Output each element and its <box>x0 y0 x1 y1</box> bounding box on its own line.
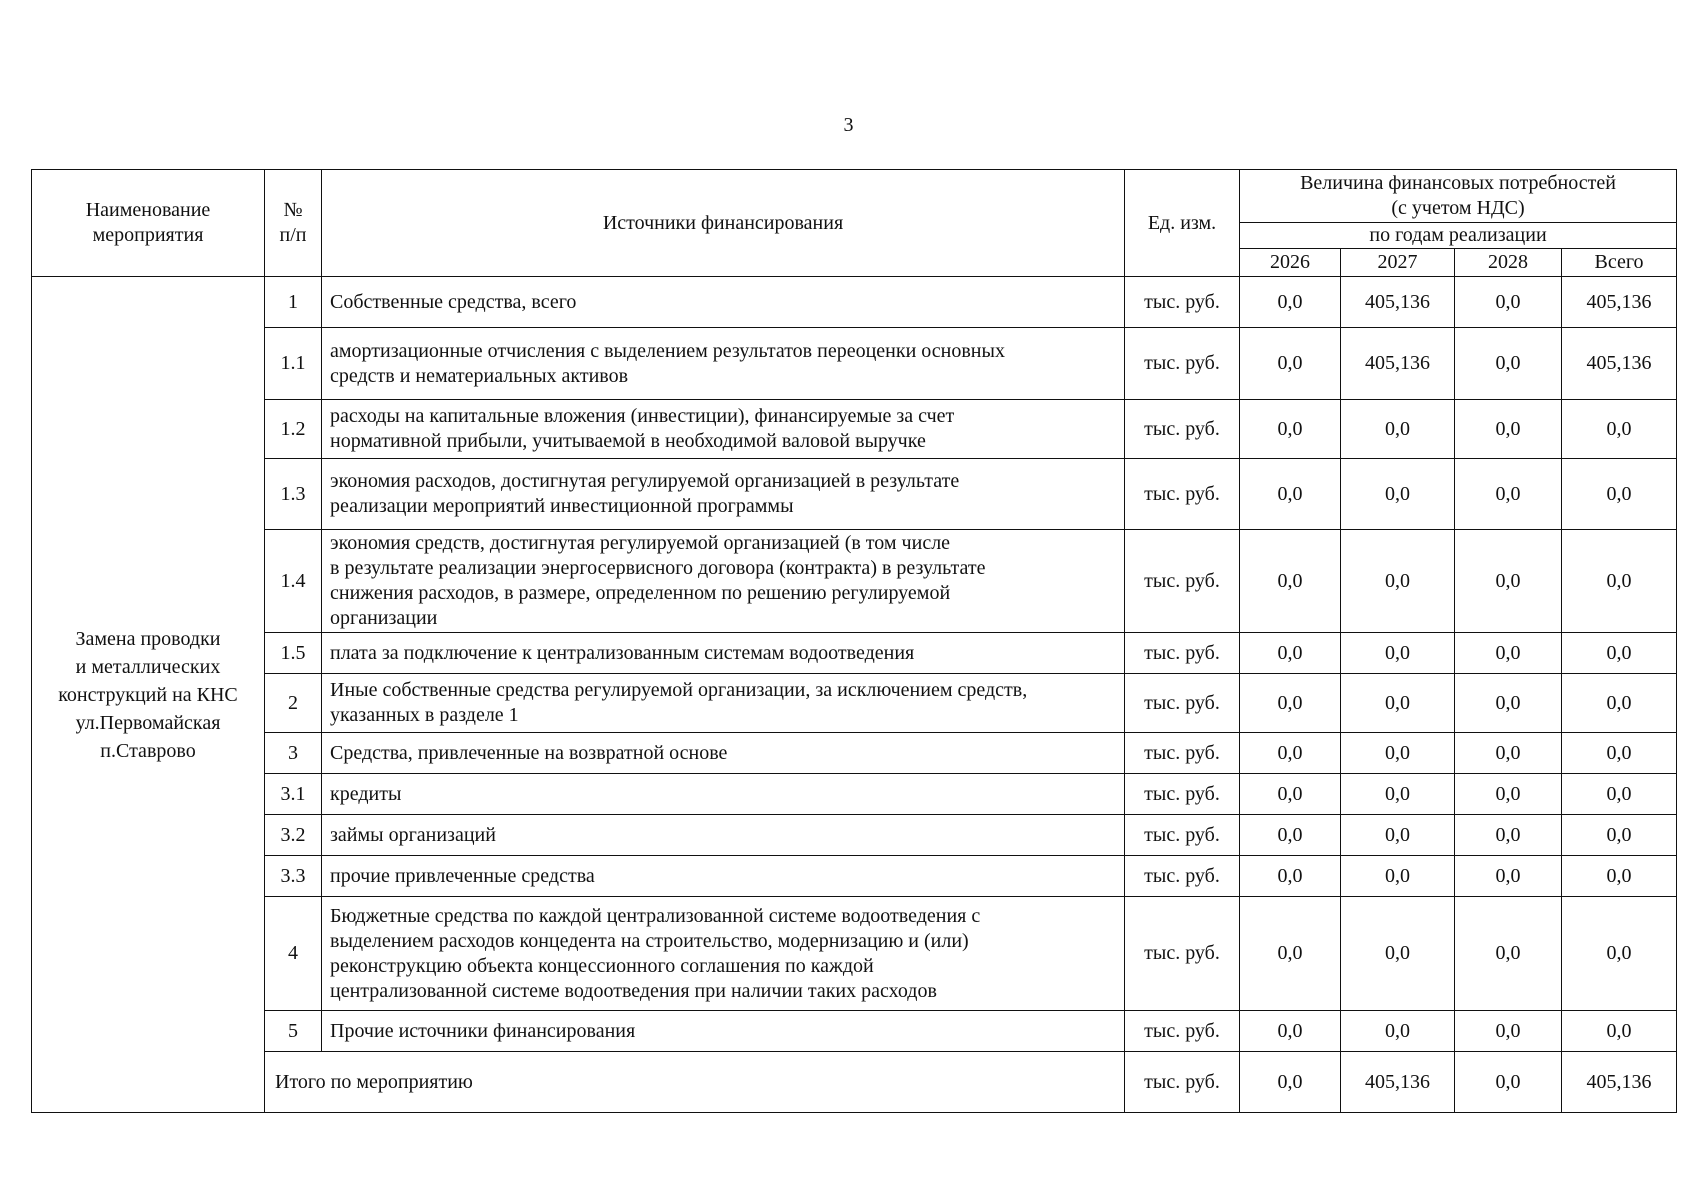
source-cell <box>322 1011 1125 1052</box>
source-cell <box>322 633 1125 674</box>
value-2027: 0,0 <box>1341 1011 1455 1052</box>
value-total: 405,136 <box>1562 328 1677 400</box>
event-name-line: и металлических <box>75 655 221 678</box>
source-cell <box>322 674 1125 733</box>
source-cell <box>322 733 1125 774</box>
row-number: 3.3 <box>265 856 322 897</box>
value-2026: 0,0 <box>1240 774 1341 815</box>
value-total: 0,0 <box>1562 733 1677 774</box>
source-line: нормативной прибыли, учитываемой в необходимой валовой выручке <box>330 430 926 452</box>
row-number: 3.1 <box>265 774 322 815</box>
source-line: выделением расходов концедента на строительство, модернизацию и (или) <box>330 929 969 952</box>
unit-cell: тыс. руб. <box>1125 633 1240 674</box>
source-line: амортизационные отчисления с выделением результатов переоценки основных <box>330 339 1005 362</box>
value-2027: 0,0 <box>1341 530 1455 633</box>
value-2026: 0,0 <box>1240 897 1341 1011</box>
header-financial-needs-line-1: Величина финансовых потребностей <box>1300 172 1616 194</box>
table-row <box>32 400 1677 459</box>
table-row <box>32 328 1677 400</box>
header-event-name <box>32 170 265 277</box>
source-line: Собственные средства, всего <box>330 290 577 313</box>
event-name-line: ул.Первомайская <box>75 711 221 734</box>
source-line: Бюджетные средства по каждой централизованной системе водоотведения с <box>330 904 981 927</box>
value-2026: 0,0 <box>1240 733 1341 774</box>
row-number: 1 <box>265 277 322 328</box>
unit-cell: тыс. руб. <box>1125 328 1240 400</box>
value-2027: 405,136 <box>1341 328 1455 400</box>
table-row <box>32 815 1677 856</box>
header-year-2026: 2026 <box>1240 249 1341 277</box>
header-event-name-line-1: Наименование <box>85 199 211 221</box>
source-line: кредиты <box>330 782 402 805</box>
header-year-2028: 2028 <box>1455 249 1562 277</box>
table-row <box>32 277 1677 328</box>
value-total: 0,0 <box>1562 897 1677 1011</box>
table-row <box>32 733 1677 774</box>
source-line: указанных в разделе 1 <box>330 704 519 726</box>
row-number: 3.2 <box>265 815 322 856</box>
row-number: 1.2 <box>265 400 322 459</box>
row-number: 5 <box>265 1011 322 1052</box>
table-row <box>32 633 1677 674</box>
source-line: прочие привлеченные средства <box>330 864 595 887</box>
value-2026: 0,0 <box>1240 674 1341 733</box>
total-unit: тыс. руб. <box>1125 1052 1240 1113</box>
header-sources: Источники финансирования <box>322 170 1125 277</box>
source-line: организации <box>330 607 438 629</box>
row-number: 1.1 <box>265 328 322 400</box>
value-total: 0,0 <box>1562 459 1677 530</box>
event-name-cell <box>32 277 265 1113</box>
unit-cell: тыс. руб. <box>1125 897 1240 1011</box>
header-year-total: Всего <box>1562 249 1677 277</box>
value-2027: 0,0 <box>1341 815 1455 856</box>
value-total: 0,0 <box>1562 856 1677 897</box>
event-name-line: п.Ставрово <box>100 739 196 762</box>
value-2027: 0,0 <box>1341 733 1455 774</box>
value-2028: 0,0 <box>1455 400 1562 459</box>
value-total: 0,0 <box>1562 1011 1677 1052</box>
total-row <box>32 1052 1677 1113</box>
source-cell <box>322 459 1125 530</box>
value-total: 0,0 <box>1562 400 1677 459</box>
row-number: 1.5 <box>265 633 322 674</box>
value-total: 405,136 <box>1562 277 1677 328</box>
source-cell <box>322 530 1125 633</box>
unit-cell: тыс. руб. <box>1125 774 1240 815</box>
source-cell <box>322 856 1125 897</box>
unit-cell: тыс. руб. <box>1125 1011 1240 1052</box>
value-2026: 0,0 <box>1240 459 1341 530</box>
table-row <box>32 674 1677 733</box>
source-line: в результате реализации энергосервисного договора (контракта) в результате <box>330 557 986 579</box>
source-line: плата за подключение к централизованным системам водоотведения <box>330 641 915 664</box>
value-2028: 0,0 <box>1455 733 1562 774</box>
header-unit: Ед. изм. <box>1125 170 1240 277</box>
financing-table <box>31 169 1677 1113</box>
header-number-line-2: п/п <box>279 224 307 246</box>
value-2027: 0,0 <box>1341 400 1455 459</box>
table-row <box>32 459 1677 530</box>
row-number: 3 <box>265 733 322 774</box>
event-name-line: конструкций на КНС <box>58 683 238 706</box>
value-2028: 0,0 <box>1455 897 1562 1011</box>
row-number: 4 <box>265 897 322 1011</box>
value-2028: 0,0 <box>1455 277 1562 328</box>
total-label: Итого по мероприятию <box>265 1052 1125 1113</box>
header-by-years: по годам реализации <box>1240 223 1677 249</box>
source-line: реализации мероприятий инвестиционной программы <box>330 495 794 517</box>
unit-cell: тыс. руб. <box>1125 856 1240 897</box>
source-line: централизованной системе водоотведения при наличии таких расходов <box>330 979 937 1002</box>
value-2028: 0,0 <box>1455 815 1562 856</box>
unit-cell: тыс. руб. <box>1125 530 1240 633</box>
value-2026: 0,0 <box>1240 328 1341 400</box>
source-cell <box>322 400 1125 459</box>
value-total: 0,0 <box>1562 674 1677 733</box>
table-row <box>32 530 1677 633</box>
value-2026: 0,0 <box>1240 400 1341 459</box>
source-cell <box>322 328 1125 400</box>
source-line: экономия средств, достигнутая регулируемой организацией (в том числе <box>330 532 951 554</box>
unit-cell: тыс. руб. <box>1125 674 1240 733</box>
event-name-line: Замена проводки <box>75 627 221 650</box>
total-value-2027: 405,136 <box>1341 1052 1455 1113</box>
header-financial-needs <box>1240 170 1677 223</box>
source-cell <box>322 774 1125 815</box>
row-number: 1.4 <box>265 530 322 633</box>
value-2027: 0,0 <box>1341 633 1455 674</box>
header-financial-needs-line-2: (с учетом НДС) <box>1391 197 1525 219</box>
source-cell <box>322 815 1125 856</box>
source-line: Средства, привлеченные на возвратной основе <box>330 741 728 764</box>
value-2026: 0,0 <box>1240 1011 1341 1052</box>
value-total: 0,0 <box>1562 530 1677 633</box>
value-2027: 405,136 <box>1341 277 1455 328</box>
source-line: экономия расходов, достигнутая регулируемой организацией в результате <box>330 470 960 492</box>
source-line: средств и нематериальных активов <box>330 364 629 387</box>
unit-cell: тыс. руб. <box>1125 400 1240 459</box>
value-2028: 0,0 <box>1455 633 1562 674</box>
header-row-1 <box>32 170 1677 223</box>
value-2028: 0,0 <box>1455 530 1562 633</box>
source-line: займы организаций <box>330 823 496 846</box>
table-row <box>32 774 1677 815</box>
value-2027: 0,0 <box>1341 897 1455 1011</box>
source-cell <box>322 277 1125 328</box>
total-value-total: 405,136 <box>1562 1052 1677 1113</box>
row-number: 1.3 <box>265 459 322 530</box>
source-line: расходы на капитальные вложения (инвестиции), финансируемые за счет <box>330 405 955 427</box>
source-line: реконструкцию объекта концессионного соглашения по каждой <box>330 954 874 977</box>
value-2028: 0,0 <box>1455 674 1562 733</box>
value-2026: 0,0 <box>1240 815 1341 856</box>
value-total: 0,0 <box>1562 633 1677 674</box>
table-row <box>32 1011 1677 1052</box>
header-year-2027: 2027 <box>1341 249 1455 277</box>
value-2028: 0,0 <box>1455 1011 1562 1052</box>
source-line: снижения расходов, в размере, определенном по решению регулируемой <box>330 582 951 604</box>
value-2026: 0,0 <box>1240 530 1341 633</box>
value-2028: 0,0 <box>1455 328 1562 400</box>
header-number <box>265 170 322 277</box>
value-2027: 0,0 <box>1341 459 1455 530</box>
value-2026: 0,0 <box>1240 856 1341 897</box>
table-row <box>32 856 1677 897</box>
table-row <box>32 897 1677 1011</box>
value-2028: 0,0 <box>1455 459 1562 530</box>
header-event-name-line-2: мероприятия <box>92 224 204 246</box>
table-body <box>32 277 1677 1113</box>
value-2028: 0,0 <box>1455 774 1562 815</box>
source-line: Иные собственные средства регулируемой организации, за исключением средств, <box>330 679 1028 701</box>
value-total: 0,0 <box>1562 815 1677 856</box>
source-line: Прочие источники финансирования <box>330 1019 636 1042</box>
source-cell <box>322 897 1125 1011</box>
value-2027: 0,0 <box>1341 774 1455 815</box>
unit-cell: тыс. руб. <box>1125 277 1240 328</box>
value-total: 0,0 <box>1562 774 1677 815</box>
header-number-line-1: № <box>283 199 303 221</box>
value-2027: 0,0 <box>1341 674 1455 733</box>
unit-cell: тыс. руб. <box>1125 459 1240 530</box>
unit-cell: тыс. руб. <box>1125 733 1240 774</box>
row-number: 2 <box>265 674 322 733</box>
total-value-2028: 0,0 <box>1455 1052 1562 1113</box>
unit-cell: тыс. руб. <box>1125 815 1240 856</box>
value-2026: 0,0 <box>1240 633 1341 674</box>
value-2028: 0,0 <box>1455 856 1562 897</box>
page-number: 3 <box>843 114 854 136</box>
value-2026: 0,0 <box>1240 277 1341 328</box>
total-value-2026: 0,0 <box>1240 1052 1341 1113</box>
value-2027: 0,0 <box>1341 856 1455 897</box>
